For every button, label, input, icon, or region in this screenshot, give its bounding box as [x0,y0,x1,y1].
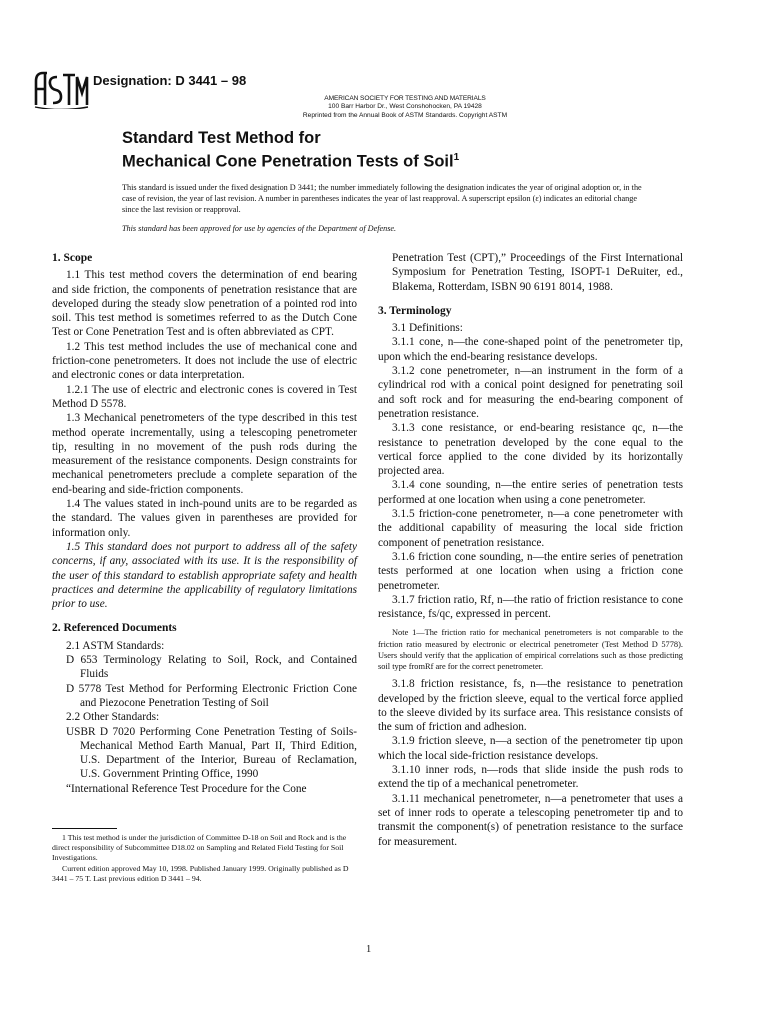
def-cone-penetrometer: 3.1.2 cone penetrometer, n—an instrument in the form of a cylindrical rod with a conical point designed for penetrating soil and soft rock and for measuring the end-bearing component of penetration resistance. [378,365,683,420]
ref-international-procedure: “International Reference Test Procedure for the Cone [66,782,307,795]
def-inner-rods: 3.1.10 inner rods, n—rods that slide inside the push rods to extend the tip of a mechanical penetrometer. [378,764,683,791]
def-cone: 3.1.1 cone, n—the cone-shaped point of the penetrometer tip, upon which the end-bearing resistance develops. [378,336,683,363]
ref-d653: D 653 Terminology Relating to Soil, Rock, and Contained Fluids [66,654,357,681]
para-1-5: 1.5 This standard does not purport to address all of the safety concerns, if any, associated with its use. It is the responsibility of the user of this standard to establish appropriate safety and health practices and determine the applicability of regulatory limitations prior to use. [52,540,357,611]
def-cone-resistance: 3.1.3 cone resistance, or end-bearing resistance qc, n—the resistance to penetration developed by the cone equal to the vertical force applied to the cone divided by its horizontally projected area. [378,422,683,478]
para-3-1: 3.1 Definitions: [392,322,463,335]
ref-international-procedure-cont: Penetration Test (CPT),” Proceedings of the First International Symposium for Penetration Testing, ISOPT-1 DeRuiter, ed., Blakema, Rotterdam, ISBN 90 6191 8014, 1988. [392,252,683,293]
footnote-rule [52,828,117,829]
def-friction-sleeve: 3.1.9 friction sleeve, n—a section of the penetrometer tip upon which the local side-friction resistance develops. [378,735,683,762]
title-footnote-mark: 1 [453,152,460,163]
copyright-line: Reprinted from the Annual Book of ASTM Standards. Copyright ASTM [302,111,508,119]
footnote-1: 1 This test method is under the jurisdiction of Committee D-18 on Soil and Rock and is the direct responsibility of Subcommittee D18.02 on Sampling and Related Field Testing for Soil Investigations. [52,833,347,863]
right-column [378,251,683,849]
document-title [122,129,459,172]
def-friction-cone-penetrometer: 3.1.5 friction-cone penetrometer, n—a cone penetrometer with the additional capability of measuring the local side friction component of penetration resistance. [378,508,683,549]
publisher-name: AMERICAN SOCIETY FOR TESTING AND MATERIALS [324,95,486,102]
designation: Designation: D 3441 – 98 [93,73,247,88]
def-friction-ratio: 3.1.7 friction ratio, Rf, n—the ratio of friction resistance to cone resistance, fs/qc, expressed in percent. [378,593,683,621]
section-heading-terminology: 3. Terminology [378,304,452,317]
footnotes [52,833,357,884]
para-1-2-1: 1.2.1 The use of electric and electronic cones is covered in Test Method D 5578. [52,383,357,410]
title-line-2: Mechanical Cone Penetration Tests of Soil [122,152,454,171]
publisher-block [280,95,530,120]
para-2-1: 2.1 ASTM Standards: [66,639,165,652]
para-1-2: 1.2 This test method includes the use of mechanical cone and friction-cone penetrometers. It does not include the use of electric and electronic cones or data interpretation. [52,340,357,382]
left-column [52,251,357,796]
ref-d5778: D 5778 Test Method for Performing Electronic Friction Cone and Piezocone Penetration Testing of Soil [66,682,357,709]
def-friction-resistance: 3.1.8 friction resistance, fs, n—the resistance to penetration developed by the friction sleeve, equal to the vertical force applied to the sleeve divided by its surface area. This resistance consists of the sum of friction and adhesion. [378,678,683,734]
title-line-1: Standard Test Method for [122,129,321,147]
def-mechanical-penetrometer: 3.1.11 mechanical penetrometer, n—a penetrometer that uses a set of inner rods to operate a telescoping penetrometer tip and to transmit the component(s) of penetration resistance to the surface for measurement. [378,792,683,848]
para-1-4: 1.4 The values stated in inch-pound units are to be regarded as the standard. The values given in parentheses are provided for information only. [52,498,357,539]
page-number: 1 [366,944,372,955]
footnote-edition: Current edition approved May 10, 1998. Published January 1999. Originally published as D 3441 – 75 T. Last previous edition D 3441 – 94. [52,863,349,883]
ref-usbr-d7020: USBR D 7020 Performing Cone Penetration Testing of Soils-Mechanical Method Earth Manual, Part II, Third Edition, U.S. Department of the Interior, Bureau of Reclamation, U.S. Government Printing Office, 1990 [66,725,357,781]
publisher-address: 100 Barr Harbor Dr., West Conshohocken, PA 19428 [328,103,482,111]
para-2-2: 2.2 Other Standards: [66,711,160,724]
para-1-3: 1.3 Mechanical penetrometers of the type described in this test method operate incrementally, using a telescoping penetrometer tip, resulting in no movement of the push rods during the measurement of the resistance components. Design constraints for mechanical penetrometers preclude a complete separation of the end-bearing and side-friction components. [52,412,357,496]
note-1: Note 1—The friction ratio for mechanical penetrometers is not comparable to the friction ratio measured by electronic or electrical penetrometer (Test Method D 5778). Users should verify that the application of empirical correlations such as those predicting soil type fromRf are for the correct penetrometer. [378,628,683,672]
def-friction-cone-sounding: 3.1.6 friction cone sounding, n—the entire series of penetration tests performed at one location when using a friction cone penetrometer. [378,550,683,592]
para-1-1: 1.1 This test method covers the determination of end bearing and side friction, the components of penetration resistance that are developed during the steady slow penetration of a pointed rod into soil. This test method is sometimes referred to as the Dutch Cone Test or Cone Penetration Test and is often abbreviated as CPT. [52,269,357,339]
approval-note: This standard has been approved for use by agencies of the Department of Defense. [122,224,397,233]
section-heading-referenced-documents: 2. Referenced Documents [52,622,177,635]
issuance-note: This standard is issued under the fixed designation D 3441; the number immediately following the designation indicates the year of original adoption or, in the case of revision, the year of last revision. A number in parentheses indicates the year of last reapproval. A superscript epsilon (ε) indicates an editorial change since the last revision or reapproval. [122,183,642,214]
astm-logo [33,69,89,109]
section-heading-scope: 1. Scope [52,252,93,264]
def-cone-sounding: 3.1.4 cone sounding, n—the entire series of penetration tests performed at one location when using a cone penetrometer. [378,479,683,506]
